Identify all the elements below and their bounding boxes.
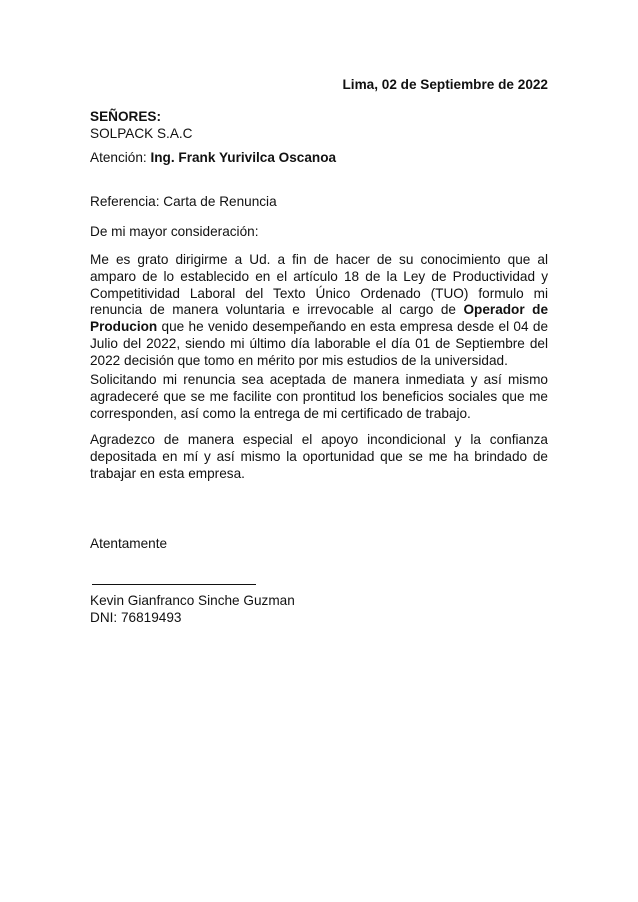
signer-id: DNI: 76819493	[90, 609, 182, 625]
paragraph-1	[90, 252, 548, 370]
letter-date: Lima, 02 de Septiembre de 2022	[342, 77, 548, 92]
recipient-heading: SEÑORES:	[90, 109, 162, 124]
salutation: De mi mayor consideración:	[90, 224, 259, 239]
paragraph-3: Agradezco de manera especial el apoyo incondicional y la confianza depositada en mí y así mismo la oportunidad que se me ha brindado de trabajar en esta empresa.	[90, 432, 548, 481]
attention-name: Ing. Frank Yurivilca Oscanoa	[150, 150, 337, 165]
attention-line	[90, 150, 548, 167]
job-title: Operador de Producion	[90, 302, 549, 335]
reference-line: Referencia: Carta de Renuncia	[90, 194, 277, 209]
signer-name: Kevin Gianfranco Sinche Guzman	[90, 593, 295, 608]
paragraph-2: Solicitando mi renuncia sea aceptada de manera inmediata y así mismo agradeceré que se me facilite con prontitud los beneficios sociales que me corresponden, así como la entrega de mi certificado de trabajo.	[90, 372, 548, 421]
attention-label: Atención:	[90, 150, 151, 165]
signature-line	[92, 584, 256, 585]
signer-block	[90, 593, 548, 627]
paragraph-1-part-1: Me es grato dirigirme a Ud. a fin de hacer de su conocimiento que al amparo de lo establecido en el artículo 18 de la Ley de Productividad y Competitividad Laboral del Texto Único Ordenado (TUO) formulo mi renuncia de manera voluntaria e irrevocable al cargo de	[90, 252, 548, 318]
recipient-company: SOLPACK S.A.C	[90, 125, 193, 141]
closing: Atentamente	[90, 536, 168, 551]
recipient-block	[90, 109, 548, 143]
letter-page	[90, 0, 548, 902]
paragraph-1-part-2: que he venido desempeñando en esta empresa desde el 04 de Julio del 2022, siendo mi último día laborable el día 01 de Septiembre del 2022 decisión que tomo en mérito por mis estudios de la universidad.	[90, 319, 548, 368]
